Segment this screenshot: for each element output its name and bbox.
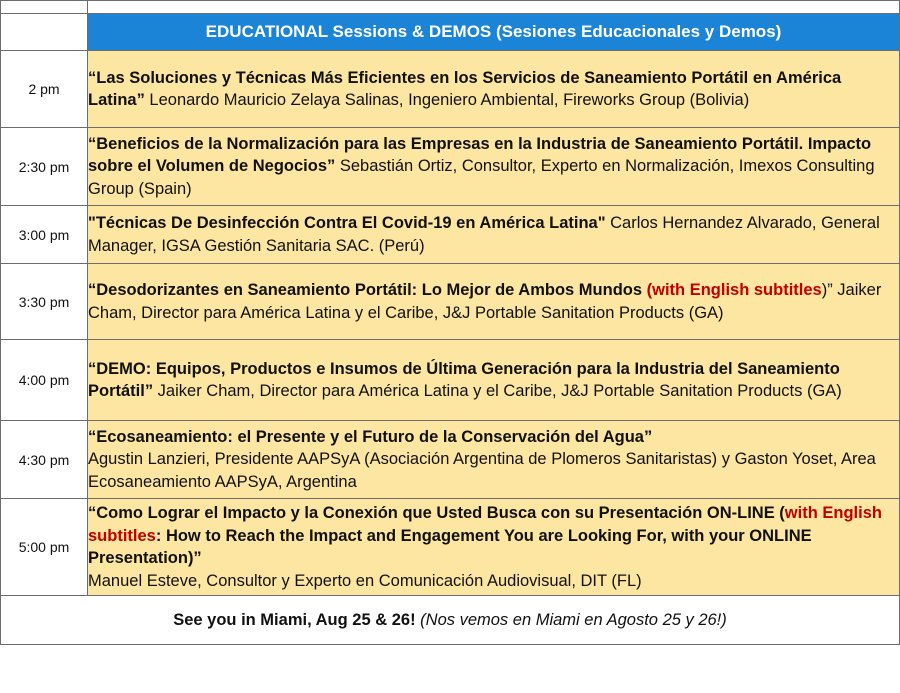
session-speaker: Jaiker Cham, Director para América Latina y el Caribe, J&J Portable Sanitation Products (GA)	[153, 382, 842, 400]
session-row	[1, 264, 900, 340]
header-time-cell	[1, 14, 88, 51]
session-time: 5:00 pm	[1, 499, 88, 596]
session-row	[1, 128, 900, 206]
session-details	[88, 499, 900, 596]
session-speaker: Carlos Hernandez Alvarado, General Manager, IGSA Gestión Sanitaria SAC. (Perú)	[88, 214, 880, 255]
session-title: “DEMO: Equipos, Productos e Insumos de Última Generación para la Industria del Saneamiento Portátil”	[88, 359, 840, 400]
footer-message: See you in Miami, Aug 25 & 26!	[173, 610, 416, 629]
top-spacer-row	[1, 1, 900, 14]
session-row	[1, 51, 900, 128]
session-time: 2:30 pm	[1, 128, 88, 206]
footer-translation: (Nos vemos en Miami en Agosto 25 y 26!)	[415, 610, 727, 629]
session-time: 3:00 pm	[1, 206, 88, 264]
session-speaker: Leonardo Mauricio Zelaya Salinas, Ingeniero Ambiental, Fireworks Group (Bolivia)	[144, 91, 750, 109]
session-speaker: Manuel Esteve, Consultor y Experto en Comunicación Audiovisual, DIT (FL)	[88, 571, 642, 590]
session-details	[88, 128, 900, 206]
session-title-close: : How to Reach the Impact and Engagement You are Looking For, with your ONLINE Presentation)”	[88, 526, 812, 567]
blank-top-cell	[88, 1, 900, 14]
session-row	[1, 206, 900, 264]
section-title: EDUCATIONAL Sessions & DEMOS (Sesiones Educacionales y Demos)	[88, 14, 900, 51]
session-details	[88, 264, 900, 340]
footer-cell	[1, 596, 900, 645]
session-speaker: Agustin Lanzieri, Presidente AAPSyA (Asociación Argentina de Plomeros Sanitaristas) y Gaston Yoset, Area Ecosaneamiento AAPSyA, Argentina	[88, 450, 876, 491]
session-title: “Desodorizantes en Saneamiento Portátil: Lo Mejor de Ambos Mundos	[88, 281, 643, 299]
session-title: “Beneficios de la Normalización para las Empresas en la Industria de Saneamiento Portátil. Impacto sobre el Volumen de Negocios”	[88, 134, 872, 176]
session-speaker: Jaiker Cham, Director para América Latina y el Caribe, J&J Portable Sanitation Products (GA)	[88, 281, 882, 322]
session-time: 3:30 pm	[1, 264, 88, 340]
session-row	[1, 421, 900, 499]
session-time: 2 pm	[1, 51, 88, 128]
header-row	[1, 14, 900, 51]
session-row	[1, 340, 900, 421]
session-title-close: )”	[821, 281, 833, 299]
subtitle-note: (with English subtitles	[642, 281, 822, 299]
session-title: “Ecosaneamiento: el Presente y el Futuro de la Conservación del Agua”	[88, 427, 653, 446]
footer-row	[1, 596, 900, 645]
session-details	[88, 340, 900, 421]
session-title: “Como Lograr el Impacto y la Conexión que Usted Busca con su Presentación ON-LINE (	[88, 504, 785, 522]
subtitle-note: with English subtitles	[88, 504, 882, 545]
session-time: 4:30 pm	[1, 421, 88, 499]
session-details	[88, 206, 900, 264]
session-speaker: Sebastián Ortiz, Consultor, Experto en Normalización, Imexos Consulting Group (Spain)	[88, 157, 875, 198]
session-title: "Técnicas De Desinfección Contra El Covid-19 en América Latina"	[88, 214, 606, 232]
blank-corner-cell	[1, 1, 88, 14]
session-details	[88, 51, 900, 128]
session-title: “Las Soluciones y Técnicas Más Eficientes en los Servicios de Saneamiento Portátil en América Latina”	[88, 68, 842, 109]
session-details	[88, 421, 900, 499]
session-time: 4:00 pm	[1, 340, 88, 421]
session-row	[1, 499, 900, 596]
